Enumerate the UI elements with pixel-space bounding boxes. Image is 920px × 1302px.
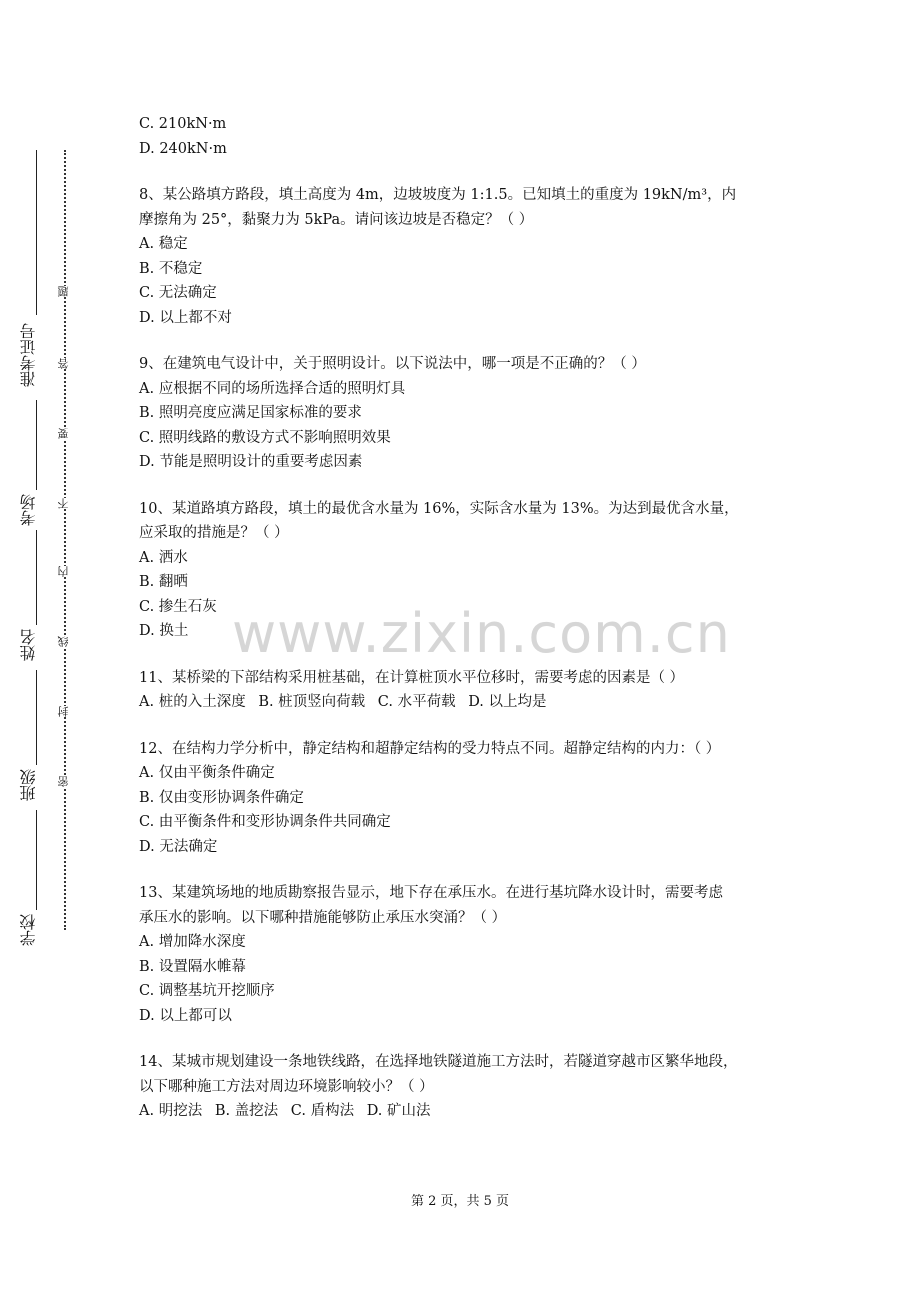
question-stem: 摩擦角为 25°，黏聚力为 5kPa。请问该边坡是否稳定？（ ）: [139, 211, 534, 228]
option: A. 增加降水深度: [139, 934, 246, 950]
question-stem: 8、某公路填方路段，填土高度为 4m，边坡坡度为 1:1.5。已知填土的重度为 19kN/m³，内: [139, 187, 737, 203]
question-13: [139, 881, 789, 1028]
option: D. 以上都不对: [139, 309, 232, 326]
option: D. 矿山法: [366, 1103, 431, 1119]
page-number: 第 2 页，共 5 页: [410, 1194, 510, 1209]
exam-number-label: 准考证号: [19, 323, 38, 387]
question-stem: 应采取的措施是？（ ）: [139, 525, 289, 541]
option: A. 桩的入土深度: [139, 694, 246, 710]
option: D. 240kN·m: [139, 140, 227, 157]
seal-char-7: 封: [57, 706, 73, 717]
option: C. 水平荷载: [377, 694, 456, 710]
question-stem: 13、某建筑场地的地质勘察报告显示，地下存在承压水。在进行基坑降水设计时，需要考虑: [139, 885, 723, 901]
option: A. 应根据不同的场所选择合适的照明灯具: [139, 380, 406, 397]
seal-char-8: 密: [57, 776, 73, 787]
class-label: 班级: [19, 769, 38, 801]
question-stem: 14、某城市规划建设一条地铁线路，在选择地铁隧道施工方法时，若隧道穿越市区繁华地段，: [139, 1054, 738, 1070]
option: A. 仅由平衡条件确定: [139, 765, 275, 781]
watermark: www.zixin.com.cn: [232, 602, 731, 665]
question-stem: 11、某桥梁的下部结构采用桩基础，在计算桩顶水平位移时，需要考虑的因素是（ ）: [139, 669, 685, 686]
question-11: [139, 666, 789, 715]
option: C. 掺生石灰: [139, 598, 217, 615]
question-9: [139, 352, 789, 475]
school-field: [14, 810, 44, 955]
question-10: [139, 497, 789, 644]
student-name-field: [14, 530, 44, 670]
question-12: [139, 737, 789, 860]
seal-dotted-line: [64, 150, 66, 930]
option: A. 明挖法: [139, 1103, 203, 1119]
question-7-continued: [139, 112, 789, 161]
class-underline: [36, 670, 37, 765]
question-14: [139, 1050, 789, 1124]
option: D. 无法确定: [139, 838, 218, 855]
exam-room-underline: [36, 400, 37, 490]
option: D. 节能是照明设计的重要考虑因素: [139, 454, 363, 470]
school-label: 学校: [19, 914, 38, 946]
option: A. 稳定: [139, 236, 188, 252]
option: B. 翻晒: [139, 574, 188, 590]
option: C. 无法确定: [139, 285, 217, 301]
exam-room-field: [14, 400, 44, 530]
inline-options: [139, 690, 789, 715]
class-field: [14, 670, 44, 810]
option: C. 照明线路的敷设方式不影响照明效果: [139, 429, 391, 446]
binding-fields: [14, 150, 44, 950]
option: D. 以上均是: [468, 694, 547, 710]
exam-number-underline: [36, 150, 37, 315]
option: B. 照明亮度应满足国家标准的要求: [139, 405, 362, 421]
student-name-label: 姓名: [19, 629, 38, 661]
option: B. 桩顶竖向荷载: [258, 694, 366, 710]
option: D. 以上都可以: [139, 1007, 232, 1024]
question-stem: 12、在结构力学分析中，静定结构和超静定结构的受力特点不同。超静定结构的内力：（ ）: [139, 740, 721, 757]
student-name-underline: [36, 530, 37, 625]
question-8: [139, 183, 789, 330]
option: C. 210kN·m: [139, 116, 227, 132]
question-stem: 承压水的影响。以下哪种措施能够防止承压水突涌？（ ）: [139, 909, 507, 926]
seal-char-2: 答: [57, 358, 73, 369]
exam-number-field: [14, 150, 44, 400]
seal-char-6: 线: [57, 636, 73, 647]
option: B. 盖挖法: [214, 1103, 279, 1119]
question-stem: 9、在建筑电气设计中，关于照明设计。以下说法中，哪一项是不正确的？（ ）: [139, 356, 646, 372]
question-stem: 10、某道路填方路段，填土的最优含水量为 16%，实际含水量为 13%。为达到最优含水量，: [139, 500, 739, 517]
seal-char-1: 题: [57, 286, 73, 297]
inline-options: [139, 1099, 789, 1124]
option: B. 仅由变形协调条件确定: [139, 789, 304, 806]
exam-room-label: 考场: [19, 494, 38, 526]
question-list: [139, 112, 789, 1146]
school-underline: [36, 810, 37, 910]
option: C. 调整基坑开挖顺序: [139, 983, 275, 999]
option: C. 盾构法: [290, 1103, 355, 1119]
option: B. 设置隔水帷幕: [139, 958, 246, 975]
seal-char-5: 内: [57, 566, 73, 577]
seal-char-3: 要: [57, 428, 73, 439]
option: D. 换土: [139, 623, 189, 639]
option: C. 由平衡条件和变形协调条件共同确定: [139, 814, 391, 830]
question-stem: 以下哪种施工方法对周边环境影响较小？（ ）: [139, 1078, 434, 1095]
option: A. 洒水: [139, 549, 188, 566]
option: B. 不稳定: [139, 260, 203, 277]
seal-char-4: 不: [57, 498, 73, 509]
